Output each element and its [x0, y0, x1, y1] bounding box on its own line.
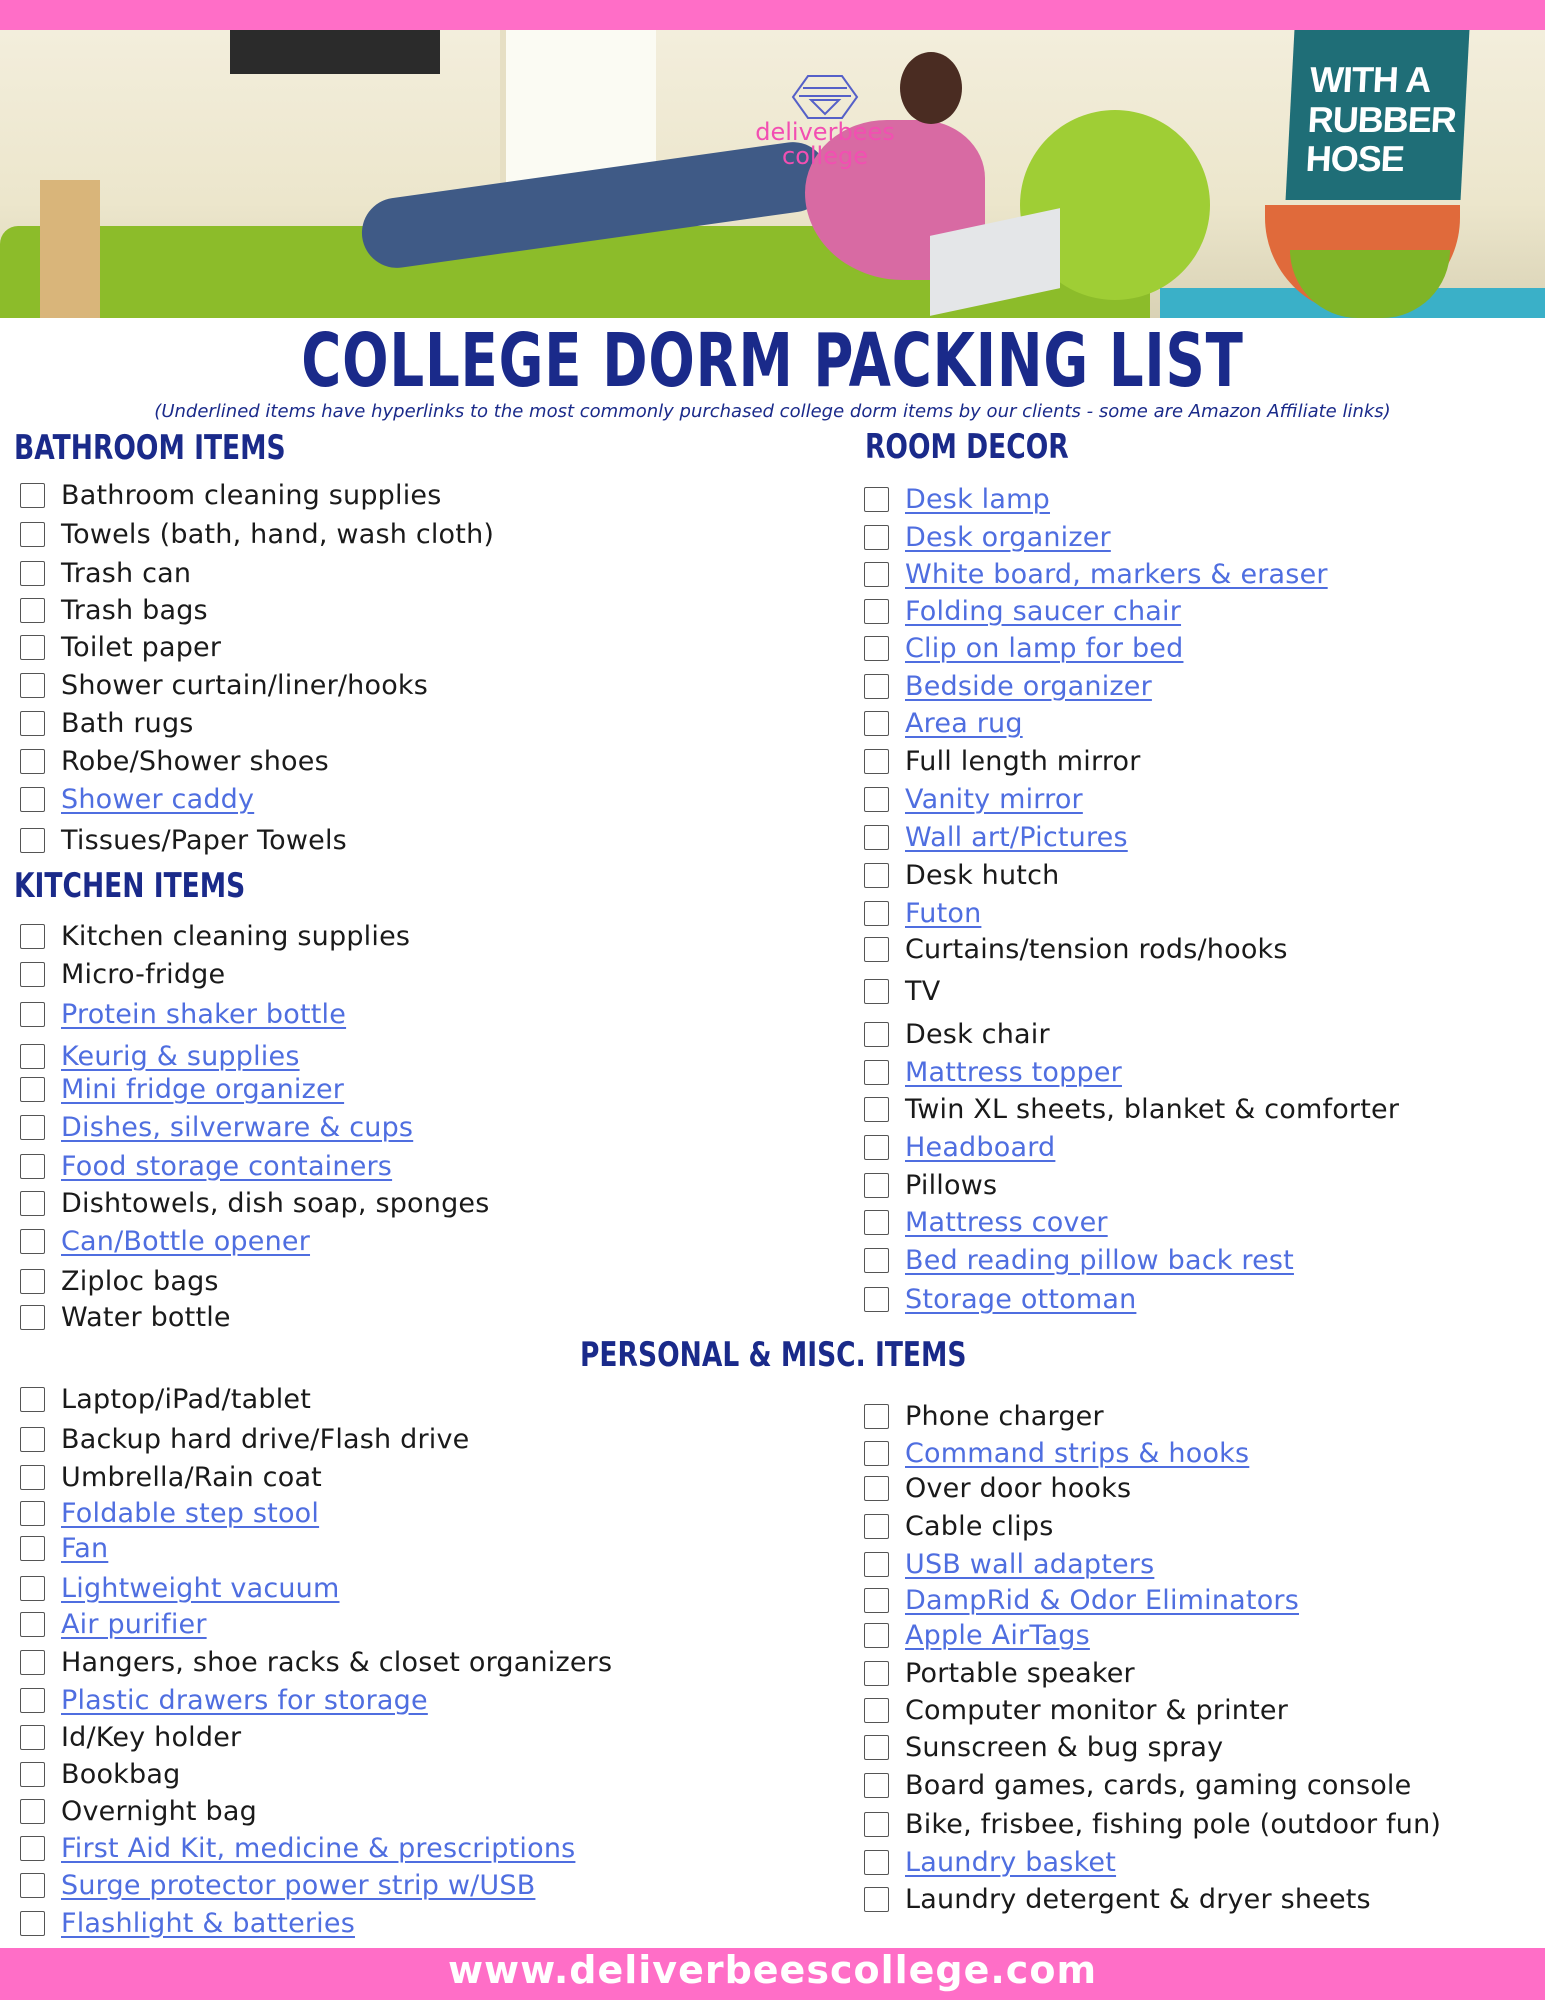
checkbox[interactable] [20, 673, 45, 698]
personal-heading: PERSONAL & MISC. ITEMS [580, 1335, 967, 1375]
item-label: Tissues/Paper Towels [61, 824, 347, 856]
checkbox[interactable] [20, 1501, 45, 1526]
hexagon-logo-icon [791, 74, 859, 120]
checkbox[interactable] [864, 787, 889, 812]
item-link[interactable]: Laundry basket [905, 1846, 1117, 1878]
item-link[interactable]: Command strips & hooks [905, 1437, 1250, 1469]
checklist-item [864, 1694, 1288, 1726]
kitchen-heading: KITCHEN ITEMS [14, 866, 246, 906]
checkbox[interactable] [20, 1465, 45, 1490]
checklist-item [864, 1056, 1122, 1088]
checklist-item [20, 479, 441, 511]
checkbox[interactable] [864, 1173, 889, 1198]
checkbox[interactable] [20, 1725, 45, 1750]
checklist-item [864, 707, 1023, 739]
bathroom-heading: BATHROOM ITEMS [14, 428, 286, 468]
checkbox[interactable] [864, 863, 889, 888]
checklist-item [864, 1283, 1136, 1315]
item-link[interactable]: Mini fridge organizer [61, 1073, 345, 1105]
checklist-item [20, 1461, 322, 1493]
checkbox[interactable] [864, 979, 889, 1004]
item-link[interactable]: Wall art/Pictures [905, 821, 1128, 853]
checkbox[interactable] [20, 1044, 45, 1069]
checklist-item [20, 1832, 575, 1864]
item-label: Kitchen cleaning supplies [61, 920, 411, 952]
checkbox[interactable] [864, 1060, 889, 1085]
checklist-item [864, 1400, 1104, 1432]
checklist-item [20, 1423, 469, 1455]
checklist-item [20, 631, 221, 663]
checkbox[interactable] [20, 635, 45, 660]
wall-sign [1286, 30, 1470, 200]
brand-name-line1: deliverbees [755, 118, 895, 146]
item-link[interactable]: Clip on lamp for bed [905, 632, 1184, 664]
checklist-item [864, 1619, 1090, 1651]
item-link[interactable]: Plastic drawers for storage [61, 1684, 428, 1716]
checkbox[interactable] [864, 901, 889, 926]
item-link[interactable]: Foldable step stool [61, 1497, 320, 1529]
checkbox[interactable] [864, 562, 889, 587]
item-label: Overnight bag [61, 1795, 257, 1827]
item-label: Laundry detergent & dryer sheets [905, 1883, 1371, 1915]
checkbox[interactable] [20, 711, 45, 736]
item-label: Toilet paper [61, 631, 222, 663]
checklist-item [20, 1646, 612, 1678]
brand-name-line2: college [782, 142, 868, 170]
checklist-item [20, 669, 428, 701]
item-label: Portable speaker [905, 1657, 1135, 1689]
page-subtitle: (Underlined items have hyperlinks to the most commonly purchased college dorm items by our clients - some are Amazon Affiliate links) [154, 401, 1391, 422]
checkbox[interactable] [20, 924, 45, 949]
checklist-item [20, 1497, 319, 1529]
item-label: Over door hooks [905, 1472, 1132, 1504]
item-label: Cable clips [905, 1510, 1054, 1542]
checkbox[interactable] [864, 825, 889, 850]
checkbox[interactable] [864, 599, 889, 624]
item-link[interactable]: Dishes, silverware & cups [61, 1111, 414, 1143]
checkbox[interactable] [864, 1514, 889, 1539]
item-link[interactable]: Can/Bottle opener [61, 1225, 311, 1257]
checklist-item [864, 745, 1141, 777]
top-accent-bar [0, 0, 1545, 30]
checkbox[interactable] [20, 1536, 45, 1561]
checklist-item [20, 1721, 241, 1753]
checkbox[interactable] [20, 1873, 45, 1898]
item-label: Ziploc bags [61, 1265, 219, 1297]
item-link[interactable]: Apple AirTags [905, 1619, 1090, 1651]
item-link[interactable]: Area rug [905, 707, 1023, 739]
checkbox[interactable] [864, 487, 889, 512]
checkbox[interactable] [20, 962, 45, 987]
item-label: Towels (bath, hand, wash cloth) [61, 518, 495, 550]
checklist-item [864, 1437, 1249, 1469]
checkbox[interactable] [20, 598, 45, 623]
item-label: Micro-fridge [61, 958, 226, 990]
checkbox[interactable] [20, 828, 45, 853]
item-label: Hangers, shoe racks & closet organizers [61, 1646, 613, 1678]
item-label: Full length mirror [905, 745, 1141, 777]
checkbox[interactable] [864, 1850, 889, 1875]
checkbox[interactable] [20, 1387, 45, 1412]
checklist-item [864, 933, 1288, 965]
checkbox[interactable] [864, 1248, 889, 1273]
item-link[interactable]: Bed reading pillow back rest [905, 1244, 1294, 1276]
checkbox[interactable] [864, 636, 889, 661]
item-link[interactable]: Storage ottoman [905, 1283, 1137, 1315]
item-link[interactable]: Desk organizer [905, 521, 1111, 553]
checkbox[interactable] [864, 1773, 889, 1798]
item-link[interactable]: Bedside organizer [905, 670, 1152, 702]
item-link[interactable]: First Aid Kit, medicine & prescriptions [61, 1832, 576, 1864]
checklist-item [864, 1657, 1135, 1689]
checkbox[interactable] [20, 1229, 45, 1254]
checklist-item [20, 1758, 180, 1790]
item-label: Bathroom cleaning supplies [61, 479, 442, 511]
checklist-item [864, 1808, 1441, 1840]
checklist-item [20, 745, 329, 777]
item-label: TV [905, 975, 941, 1007]
checkbox[interactable] [20, 1269, 45, 1294]
item-label: Robe/Shower shoes [61, 745, 329, 777]
item-link[interactable]: Headboard [905, 1131, 1056, 1163]
item-link[interactable]: Keurig & supplies [61, 1040, 300, 1072]
checkbox[interactable] [20, 1427, 45, 1452]
checkbox[interactable] [20, 561, 45, 586]
checkbox[interactable] [20, 1688, 45, 1713]
item-link[interactable]: Mattress topper [905, 1056, 1122, 1088]
checkbox[interactable] [20, 1762, 45, 1787]
checklist-item [20, 783, 254, 815]
checklist-item [20, 824, 347, 856]
checklist-item [20, 998, 346, 1030]
checkbox[interactable] [864, 1441, 889, 1466]
item-link[interactable]: Lightweight vacuum [61, 1572, 340, 1604]
item-label: Computer monitor & printer [905, 1694, 1289, 1726]
checklist-item [20, 1265, 219, 1297]
wall-poster [230, 30, 440, 74]
checklist-item [864, 1206, 1108, 1238]
page-title: COLLEGE DORM PACKING LIST [301, 318, 1244, 404]
checklist-item [864, 670, 1152, 702]
item-label: Twin XL sheets, blanket & comforter [905, 1093, 1400, 1125]
item-label: Trash can [61, 557, 192, 589]
checklist-item [20, 1187, 490, 1219]
item-label: Pillows [905, 1169, 998, 1201]
checkbox[interactable] [20, 1077, 45, 1102]
checkbox[interactable] [20, 522, 45, 547]
item-label: Trash bags [61, 594, 208, 626]
item-link[interactable]: Futon [905, 897, 982, 929]
checklist-item [20, 958, 225, 990]
checkbox[interactable] [20, 1305, 45, 1330]
checklist-item [20, 518, 494, 550]
checklist-item [20, 1383, 311, 1415]
checklist-item [20, 920, 410, 952]
checklist-item [20, 1150, 392, 1182]
checklist-item [20, 1869, 535, 1901]
checklist-item [20, 1225, 310, 1257]
checkbox[interactable] [20, 1115, 45, 1140]
item-label: Laptop/iPad/tablet [61, 1383, 311, 1415]
item-label: Umbrella/Rain coat [61, 1461, 322, 1493]
item-label: Id/Key holder [61, 1721, 242, 1753]
checklist-item [20, 594, 208, 626]
hero-photo [0, 30, 1545, 318]
checklist-item [864, 1883, 1371, 1915]
checklist-item [864, 1018, 1050, 1050]
checklist-item [864, 558, 1328, 590]
checkbox[interactable] [20, 1911, 45, 1936]
checkbox[interactable] [864, 1661, 889, 1686]
checkbox[interactable] [864, 1476, 889, 1501]
item-label: Desk chair [905, 1018, 1050, 1050]
item-link[interactable]: Flashlight & batteries [61, 1907, 355, 1939]
item-link[interactable]: White board, markers & eraser [905, 558, 1328, 590]
checkbox[interactable] [864, 1623, 889, 1648]
checkbox[interactable] [20, 1191, 45, 1216]
item-label: Bookbag [61, 1758, 181, 1790]
checklist-item [20, 1532, 108, 1564]
checklist-item [864, 1731, 1223, 1763]
checkbox[interactable] [20, 1836, 45, 1861]
item-link[interactable]: Shower caddy [61, 783, 255, 815]
item-label: Shower curtain/liner/hooks [61, 669, 429, 701]
item-link[interactable]: Surge protector power strip w/USB [61, 1869, 536, 1901]
checklist-item [20, 1111, 413, 1143]
checklist-item [20, 1301, 231, 1333]
item-label: Bath rugs [61, 707, 194, 739]
checklist-item [864, 783, 1083, 815]
item-label: Water bottle [61, 1301, 231, 1333]
item-link[interactable]: Mattress cover [905, 1206, 1108, 1238]
item-link[interactable]: DampRid & Odor Eliminators [905, 1584, 1299, 1616]
checkbox[interactable] [864, 1097, 889, 1122]
checkbox[interactable] [20, 1002, 45, 1027]
checklist-item [864, 521, 1111, 553]
bed-frame [40, 180, 100, 318]
checkbox[interactable] [864, 1698, 889, 1723]
checkbox[interactable] [864, 1287, 889, 1312]
item-link[interactable]: Protein shaker bottle [61, 998, 347, 1030]
checklist-item [864, 1769, 1411, 1801]
checklist-item [20, 1684, 428, 1716]
checkbox[interactable] [20, 1799, 45, 1824]
checkbox[interactable] [864, 674, 889, 699]
checkbox[interactable] [864, 1552, 889, 1577]
item-link[interactable]: Vanity mirror [905, 783, 1083, 815]
checklist-item [864, 1472, 1131, 1504]
wall-sign-text: WITH A RUBBER HOSE [1304, 59, 1457, 180]
checklist-item [864, 632, 1183, 664]
item-link[interactable]: Air purifier [61, 1608, 207, 1640]
item-link[interactable]: Desk lamp [905, 483, 1050, 515]
checklist-item [20, 707, 194, 739]
checkbox[interactable] [864, 1735, 889, 1760]
checkbox[interactable] [864, 1135, 889, 1160]
checklist-item [864, 1584, 1299, 1616]
checkbox[interactable] [20, 787, 45, 812]
item-link[interactable]: Fan [61, 1532, 109, 1564]
checklist-item [864, 1244, 1294, 1276]
brand-logo[interactable] [750, 74, 900, 170]
checkbox[interactable] [864, 937, 889, 962]
checklist-item [864, 483, 1050, 515]
checklist-item [864, 595, 1181, 627]
item-label: Sunscreen & bug spray [905, 1731, 1224, 1763]
checklist-item [20, 1795, 257, 1827]
checkbox[interactable] [864, 1812, 889, 1837]
checkbox[interactable] [20, 1612, 45, 1637]
checkbox[interactable] [20, 483, 45, 508]
checkbox[interactable] [864, 1404, 889, 1429]
checklist-item [864, 1846, 1116, 1878]
item-label: Phone charger [905, 1400, 1104, 1432]
checklist-item [864, 859, 1059, 891]
item-label: Bike, frisbee, fishing pole (outdoor fun) [905, 1808, 1442, 1840]
checklist-item [864, 975, 940, 1007]
checkbox[interactable] [864, 1887, 889, 1912]
checklist-item [864, 1548, 1154, 1580]
item-label: Desk hutch [905, 859, 1060, 891]
item-label: Dishtowels, dish soap, sponges [61, 1187, 490, 1219]
checklist-item [864, 1510, 1054, 1542]
checklist-item [864, 1131, 1055, 1163]
checklist-item [20, 1572, 340, 1604]
checklist-item [20, 1073, 344, 1105]
checkbox[interactable] [864, 1210, 889, 1235]
item-link[interactable]: Food storage containers [61, 1150, 393, 1182]
checklist-item [864, 1169, 997, 1201]
item-label: Curtains/tension rods/hooks [905, 933, 1288, 965]
checkbox[interactable] [20, 749, 45, 774]
checkbox[interactable] [864, 1022, 889, 1047]
checkbox[interactable] [864, 1588, 889, 1613]
checklist-item [20, 1040, 300, 1072]
checklist-item [20, 1608, 207, 1640]
room-decor-heading: ROOM DECOR [865, 427, 1069, 467]
checkbox[interactable] [20, 1576, 45, 1601]
footer-url[interactable]: www.deliverbeescollege.com [0, 1948, 1545, 2000]
item-link[interactable]: USB wall adapters [905, 1548, 1155, 1580]
item-link[interactable]: Folding saucer chair [905, 595, 1182, 627]
checklist-item [864, 897, 981, 929]
checklist-item [864, 1093, 1399, 1125]
checklist-item [20, 1907, 355, 1939]
checkbox[interactable] [20, 1650, 45, 1675]
student-head [900, 52, 962, 124]
item-label: Board games, cards, gaming console [905, 1769, 1412, 1801]
checkbox[interactable] [20, 1154, 45, 1179]
checkbox[interactable] [864, 711, 889, 736]
checkbox[interactable] [864, 525, 889, 550]
checkbox[interactable] [864, 749, 889, 774]
item-label: Backup hard drive/Flash drive [61, 1423, 470, 1455]
checklist-item [864, 821, 1128, 853]
checklist-item [20, 557, 191, 589]
